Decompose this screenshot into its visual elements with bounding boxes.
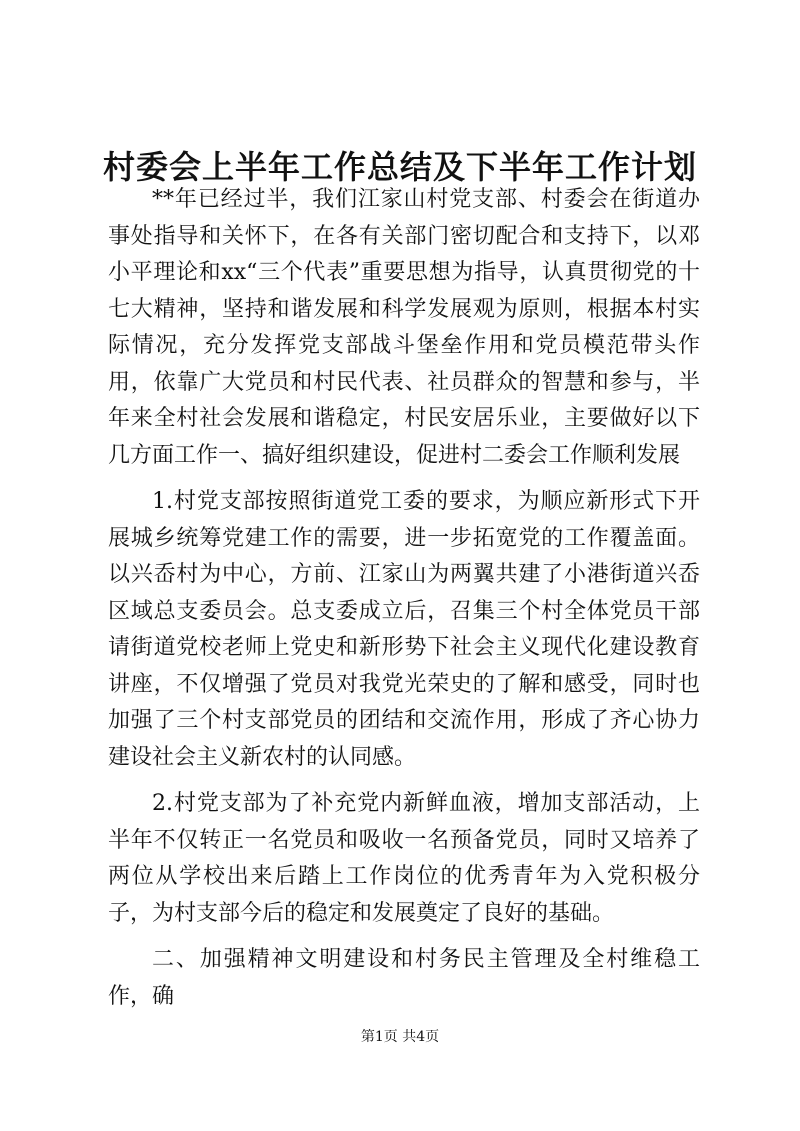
page-number-footer: 第1页 共4页 [360,1029,440,1045]
paragraph-item-2: 2.村党支部为了补充党内新鲜血液，增加支部活动，上半年不仅转正一名党员和吸收一名预备党员，同时又培养了两位从学校出来后踏上工作岗位的优秀青年为入党积极分子，为村支部今后的稳定和发展奠定了良好的基础。 [108,791,700,926]
document-title: 村委会上半年工作总结及下半年工作计划 [102,148,697,186]
paragraph-section-2: 二、加强精神文明建设和村务民主管理及全村维稳工作，确 [108,947,700,1009]
paragraph-item-1: 1.村党支部按照街道党工委的要求，为顺应新形式下开展城乡统筹党建工作的需要，进一步拓宽党的工作覆盖面。以兴岙村为中心，方前、江家山为两翼共建了小港街道兴岙区域总支委员会。总支委成立后，召集三个村全体党员干部请街道党校老师上党史和新形势下社会主义现代化建设教育讲座，不仅增强了党员对我党光荣史的了解和感受，同时也加强了三个村支部党员的团结和交流作用，形成了齐心协力建设社会主义新农村的认同感。 [108,489,700,770]
paragraph-intro: **年已经过半，我们江家山村党支部、村委会在街道办事处指导和关怀下，在各有关部门密切配合和支持下，以邓小平理论和xx“三个代表”重要思想为指导，认真贯彻党的十七大精神，坚持和谐发展和科学发展观为原则，根据本村实际情况，充分发挥党支部战斗堡垒作用和党员模范带头作用，依靠广大党员和村民代表、社员群众的智慧和参与，半年来全村社会发展和谐稳定，村民安居乐业，主要做好以下几方面工作一、搞好组织建设，促进村二委会工作顺利发展 [108,187,700,468]
document-body [108,182,700,1015]
